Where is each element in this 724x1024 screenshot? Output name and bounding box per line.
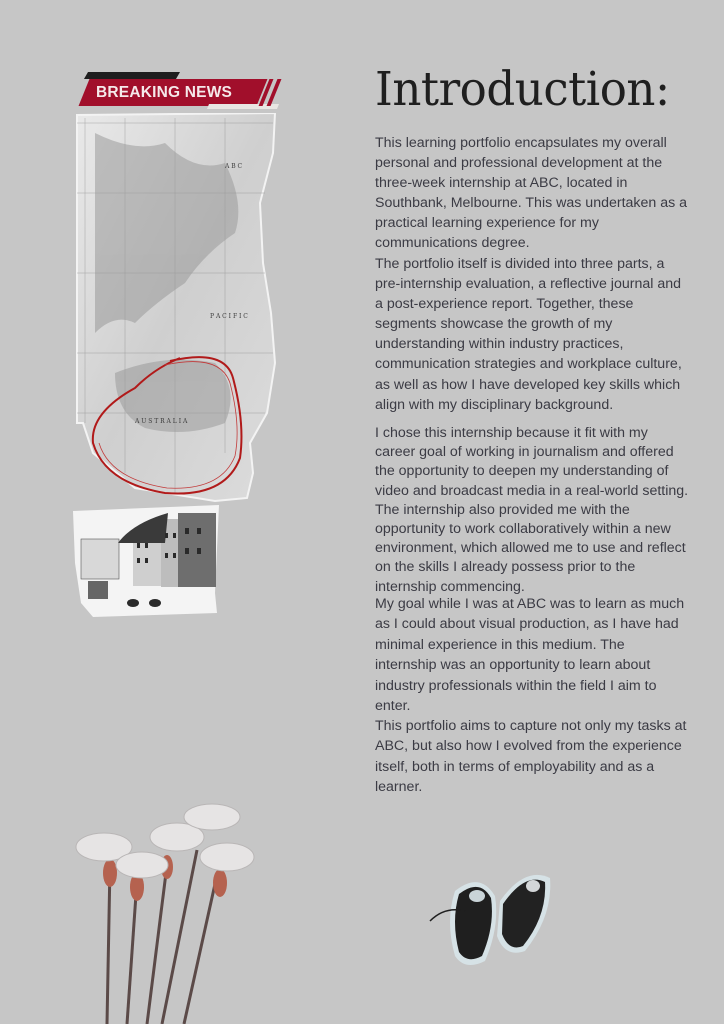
map-image (75, 113, 280, 503)
map-label-australia: A U S T R A L I A (135, 418, 188, 425)
breaking-news-banner (78, 71, 284, 109)
shoes-image (425, 866, 560, 971)
goal-paragraph: My goal while I was at ABC was to learn as much as I could about visual production, as I have had minimal experience in this medium. The internship was an opportunity to learn about industry professionals within the field I aim to enter. (375, 596, 685, 715)
banner-dark-stripe (84, 72, 180, 79)
map-label-abc: A B C (225, 163, 243, 170)
portfolio-structure-paragraph: The portfolio itself is divided into three parts, a pre-internship evaluation, a reflective journal and a post-experience report. Together, these segments showcase the growth of my understanding within industry practices, communication strategies and workplace culture, as well as how I have developed key skills which align with my disciplinary background. (375, 256, 682, 413)
page-title: Introduction: (375, 62, 670, 117)
intro-paragraph: This learning portfolio encapsulates my overall personal and professional development at the three-week internship at ABC, located in Southbank, Melbourne. This was undertaken as a practical learning experience for my communications degree. (375, 135, 688, 252)
internship-reason-paragraph: I chose this internship because it fit with my career goal of working in journalism and offered the opportunity to deepen my understanding of video and broadcast media in a real-world setting. The internship also provided me with the opportunity to work collaboratively within a new environment, which allowed me to use and reflect on the skills I already possess prior to the internship commencing. (375, 425, 689, 595)
banner-label: BREAKING NEWS (96, 84, 233, 101)
carnations-image (72, 795, 262, 1024)
town-square-photo (73, 503, 219, 618)
map-label-pacific: P A C I F I C (210, 313, 248, 320)
portfolio-aim-paragraph: This portfolio aims to capture not only my tasks at ABC, but also how I evolved from the experience itself, both in terms of employability and as a learner. (375, 718, 687, 796)
